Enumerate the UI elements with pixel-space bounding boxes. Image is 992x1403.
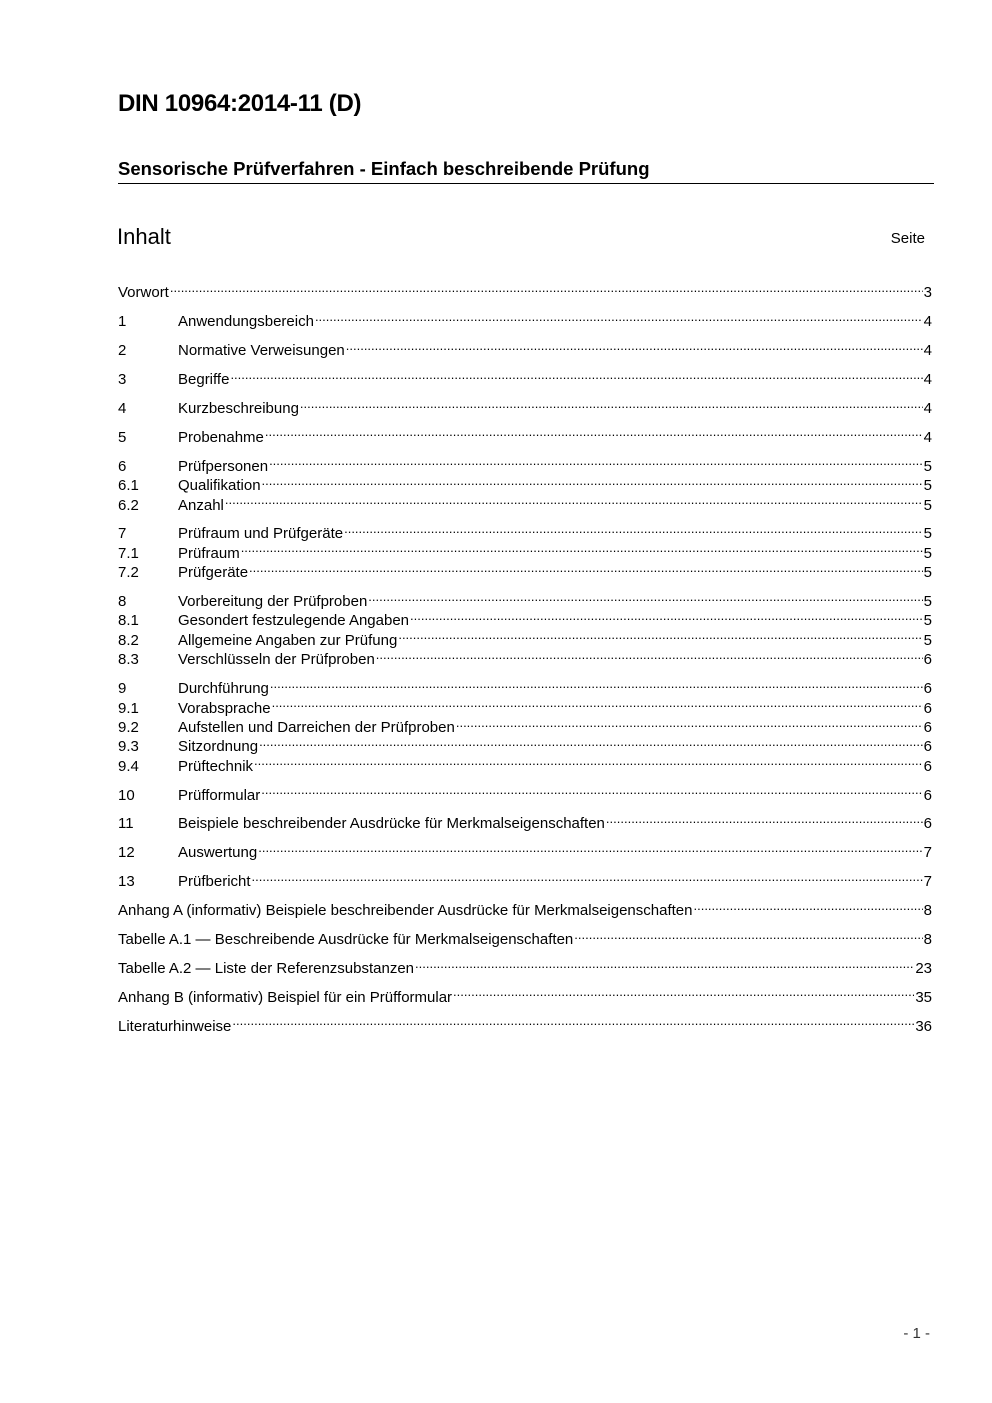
toc-entry[interactable] xyxy=(118,558,932,582)
toc-entry-title: Beispiele beschreibender Ausdrücke für Merkmalseigenschaften xyxy=(178,815,605,833)
dot-leader xyxy=(258,838,922,857)
toc-entry-number: 9 xyxy=(118,680,127,698)
toc-entry-title: Begriffe xyxy=(178,371,230,389)
toc-group xyxy=(118,1011,932,1035)
toc-entry-page: 5 xyxy=(923,525,932,543)
dot-leader xyxy=(170,278,923,297)
toc-entry-number: 6.1 xyxy=(118,477,139,495)
toc-group xyxy=(118,394,932,417)
dot-leader xyxy=(344,519,923,538)
toc-group xyxy=(118,422,932,446)
toc-entry-number: 1 xyxy=(118,313,127,331)
toc-entry-title: Prüfraum xyxy=(178,544,240,562)
toc-entry-title: Anhang B (informativ) Beispiel für ein Prüfformular xyxy=(118,988,453,1006)
toc-entry-title: Anhang A (informativ) Beispiele beschreibender Ausdrücke für Merkmalseigenschaften xyxy=(118,902,693,920)
toc-group xyxy=(118,838,932,862)
toc-entry-title: Prüftechnik xyxy=(178,757,254,775)
toc-entry-title: Kurzbeschreibung xyxy=(178,399,299,417)
dot-leader xyxy=(368,587,922,606)
toc-entry-page: 8 xyxy=(923,931,932,949)
dot-leader xyxy=(269,451,923,470)
toc-entry[interactable] xyxy=(118,490,932,514)
toc-entry[interactable] xyxy=(118,451,932,475)
toc-entry-page: 8 xyxy=(923,902,932,920)
dot-leader xyxy=(693,896,922,915)
toc-entry-page: 6 xyxy=(923,738,932,756)
toc-group xyxy=(118,519,932,582)
toc-entry-title: Verschlüsseln der Prüfproben xyxy=(178,651,375,669)
toc-entry-title: Prüfgeräte xyxy=(178,564,249,582)
toc-entry-page: 4 xyxy=(923,428,932,446)
dot-leader xyxy=(398,625,922,644)
toc-group xyxy=(118,307,932,331)
toc-entry-title: Allgemeine Angaben zur Prüfung xyxy=(178,631,398,649)
toc-entry-number: 7 xyxy=(118,525,127,543)
page-column-label: Seite xyxy=(890,230,925,247)
toc-entry-page: 5 xyxy=(923,612,932,630)
dot-leader xyxy=(453,982,914,1001)
toc-entry-number: 8.3 xyxy=(118,651,139,669)
toc-entry-number: 8.1 xyxy=(118,612,139,630)
toc-entry-title: Tabelle A.1 — Beschreibende Ausdrücke für Merkmalseigenschaften xyxy=(118,931,574,949)
toc-group xyxy=(118,867,932,891)
toc-entry-title: Gesondert festzulegende Angaben xyxy=(178,612,410,630)
toc-group xyxy=(118,925,932,949)
toc-entry[interactable] xyxy=(118,365,932,389)
toc-entry[interactable] xyxy=(118,394,932,417)
dot-leader xyxy=(346,336,923,355)
toc-entry-page: 4 xyxy=(923,313,932,331)
toc-entry-page: 6 xyxy=(923,757,932,775)
toc-entry-page: 5 xyxy=(923,631,932,649)
toc-group xyxy=(118,896,932,920)
toc-entry-page: 5 xyxy=(923,457,932,475)
toc-group xyxy=(118,982,932,1006)
toc-entry-number: 9.4 xyxy=(118,757,139,775)
toc-entry-page: 6 xyxy=(923,680,932,698)
dot-leader xyxy=(232,1011,914,1030)
toc-entry-title: Anzahl xyxy=(178,496,224,514)
toc-entry-number: 9.3 xyxy=(118,738,139,756)
toc-entry-title: Prüfpersonen xyxy=(178,457,269,475)
toc-group xyxy=(118,954,932,977)
dot-leader xyxy=(415,954,914,973)
toc-entry-number: 6 xyxy=(118,457,127,475)
toc-entry[interactable] xyxy=(118,867,932,891)
dot-leader xyxy=(376,645,923,664)
toc-entry-title: Prüfbericht xyxy=(178,873,251,891)
toc-group xyxy=(118,587,932,669)
toc-entry-number: 7.2 xyxy=(118,564,139,582)
toc-entry[interactable] xyxy=(118,519,932,543)
toc-entry[interactable] xyxy=(118,422,932,446)
toc-entry-title: Durchführung xyxy=(178,680,269,698)
toc-entry-title: Sitzordnung xyxy=(178,738,259,756)
toc-entry-number: 8 xyxy=(118,593,127,611)
toc-entry-title: Auswertung xyxy=(178,844,258,862)
dot-leader xyxy=(606,809,923,828)
table-of-contents xyxy=(118,278,932,1035)
toc-entry[interactable] xyxy=(118,838,932,862)
toc-entry-page: 6 xyxy=(923,651,932,669)
page-number: - 1 - xyxy=(903,1325,930,1342)
dot-leader xyxy=(254,751,923,770)
dot-leader xyxy=(262,471,923,490)
toc-entry-number: 9.2 xyxy=(118,718,139,736)
toc-entry-title: Prüfraum und Prüfgeräte xyxy=(178,525,344,543)
toc-entry-page: 4 xyxy=(923,342,932,360)
dot-leader xyxy=(270,674,923,693)
toc-entry-page: 35 xyxy=(915,988,932,1006)
toc-group xyxy=(118,365,932,389)
toc-entry-page: 6 xyxy=(923,718,932,736)
toc-entry-page: 7 xyxy=(923,844,932,862)
dot-leader xyxy=(261,780,922,799)
toc-entry-number: 6.2 xyxy=(118,496,139,514)
dot-leader xyxy=(300,394,923,413)
toc-group xyxy=(118,674,932,775)
contents-heading: Inhalt xyxy=(117,224,171,249)
toc-entry-title: Vorbereitung der Prüfproben xyxy=(178,593,368,611)
toc-group xyxy=(118,336,932,360)
dot-leader xyxy=(252,867,923,886)
dot-leader xyxy=(272,693,923,712)
toc-entry-title: Normative Verweisungen xyxy=(178,342,345,360)
toc-entry-title: Probenahme xyxy=(178,428,264,446)
dot-leader xyxy=(230,365,922,384)
toc-entry-page: 23 xyxy=(915,959,932,977)
toc-entry-number: 4 xyxy=(118,399,127,417)
toc-group xyxy=(118,451,932,514)
toc-entry-number: 2 xyxy=(118,342,127,360)
toc-entry-title: Anwendungsbereich xyxy=(178,313,314,331)
dot-leader xyxy=(315,307,923,326)
toc-entry-page: 5 xyxy=(923,544,932,562)
toc-entry[interactable] xyxy=(118,307,932,331)
toc-entry[interactable] xyxy=(118,587,932,611)
document-subtitle: Sensorische Prüfverfahren - Einfach beschreibende Prüfung xyxy=(118,158,934,184)
toc-entry-title: Vorabsprache xyxy=(178,699,271,717)
toc-entry-number: 3 xyxy=(118,371,127,389)
toc-entry-page: 4 xyxy=(923,399,932,417)
dot-leader xyxy=(241,538,923,557)
toc-group xyxy=(118,278,932,302)
toc-entry-page: 6 xyxy=(923,815,932,833)
toc-entry[interactable] xyxy=(118,954,932,977)
toc-entry-title: Vorwort xyxy=(118,284,169,302)
toc-entry-page: 3 xyxy=(923,284,932,302)
toc-group xyxy=(118,780,932,804)
toc-entry-page: 4 xyxy=(923,371,932,389)
toc-entry-number: 11 xyxy=(118,815,134,833)
toc-entry-page: 5 xyxy=(923,477,932,495)
toc-group xyxy=(118,809,932,833)
toc-entry[interactable] xyxy=(118,674,932,698)
toc-entry[interactable] xyxy=(118,278,932,302)
toc-entry-number: 5 xyxy=(118,428,127,446)
toc-entry-title: Tabelle A.2 — Liste der Referenzsubstanzen xyxy=(118,959,415,977)
toc-entry[interactable] xyxy=(118,780,932,804)
toc-entry-number: 8.2 xyxy=(118,631,139,649)
dot-leader xyxy=(456,713,923,732)
toc-entry-page: 7 xyxy=(923,873,932,891)
toc-entry[interactable] xyxy=(118,1011,932,1035)
toc-entry-page: 5 xyxy=(923,593,932,611)
toc-entry-number: 13 xyxy=(118,873,135,891)
dot-leader xyxy=(249,558,923,577)
toc-entry[interactable] xyxy=(118,336,932,360)
toc-entry-page: 5 xyxy=(923,496,932,514)
toc-entry-title: Prüfformular xyxy=(178,786,261,804)
toc-entry-title: Qualifikation xyxy=(178,477,261,495)
toc-entry-number: 12 xyxy=(118,844,135,862)
toc-entry-page: 36 xyxy=(915,1017,932,1035)
document-title: DIN 10964:2014-11 (D) xyxy=(118,90,362,117)
toc-entry[interactable] xyxy=(118,896,932,920)
dot-leader xyxy=(259,732,923,751)
toc-entry[interactable] xyxy=(118,925,932,949)
toc-entry-page: 5 xyxy=(923,564,932,582)
dot-leader xyxy=(265,422,923,441)
toc-entry[interactable] xyxy=(118,982,932,1006)
toc-entry[interactable] xyxy=(118,809,932,833)
toc-entry-page: 6 xyxy=(923,699,932,717)
toc-entry-number: 9.1 xyxy=(118,699,139,717)
toc-entry-title: Literaturhinweise xyxy=(118,1017,232,1035)
toc-entry[interactable] xyxy=(118,538,932,562)
dot-leader xyxy=(410,606,923,625)
toc-entry-number: 10 xyxy=(118,786,135,804)
dot-leader xyxy=(225,490,923,509)
toc-entry-title: Aufstellen und Darreichen der Prüfproben xyxy=(178,718,455,736)
toc-entry-number: 7.1 xyxy=(118,544,139,562)
dot-leader xyxy=(574,925,922,944)
toc-entry-page: 6 xyxy=(923,786,932,804)
